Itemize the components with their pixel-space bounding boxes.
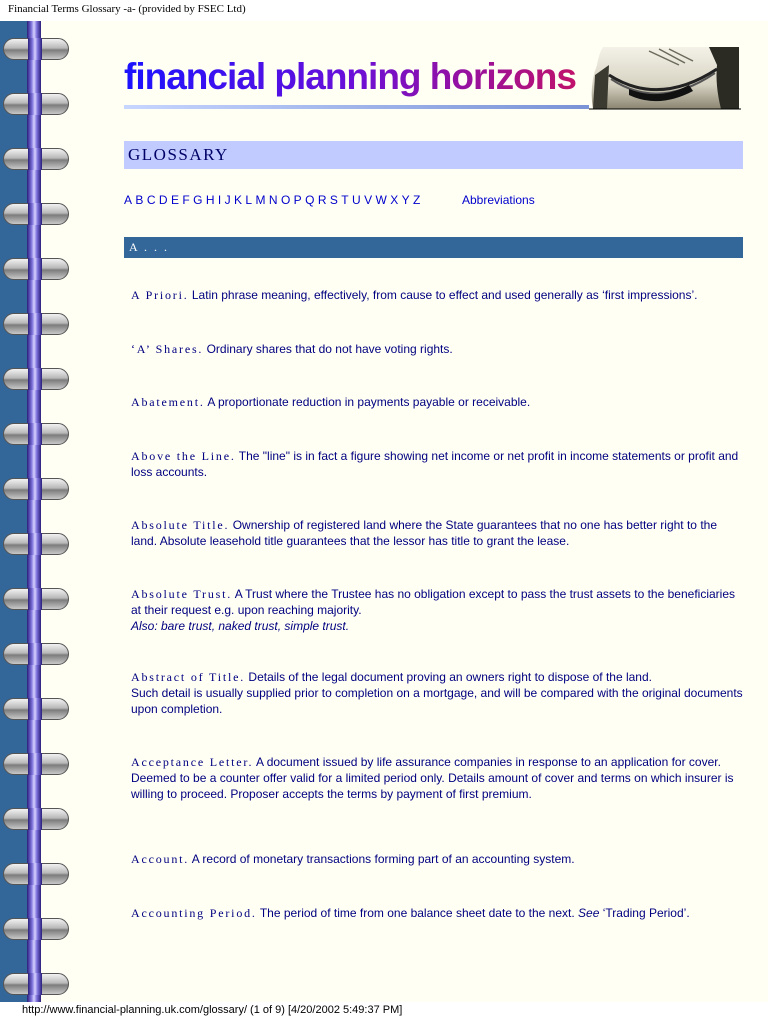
binding-ring (3, 368, 69, 390)
section-header-bar (124, 237, 743, 258)
binding-ring (3, 643, 69, 665)
binding-ring (3, 698, 69, 720)
alphabet-link-j[interactable]: J (224, 193, 231, 207)
page-title: GLOSSARY (128, 145, 229, 164)
site-logo-title: financial planning horizons (124, 56, 576, 97)
alphabet-link-x[interactable]: X (390, 193, 399, 207)
glossary-entry (131, 586, 743, 634)
alphabet-link-e[interactable]: E (170, 193, 179, 207)
see-label: See (578, 906, 600, 920)
entry-term: ‘A’ Shares. (131, 342, 204, 356)
hammock-photo-icon (589, 45, 741, 111)
alphabet-index (124, 193, 424, 207)
entry-definition: A proportionate reduction in payments payable or receivable. (204, 395, 531, 409)
alphabet-link-z[interactable]: Z (413, 193, 421, 207)
print-header: Financial Terms Glossary -a- (provided by FSEC Ltd) (8, 3, 246, 15)
alphabet-link-f[interactable]: F (182, 193, 190, 207)
binding-ring (3, 313, 69, 335)
glossary-entry (131, 754, 743, 802)
binding-ring (3, 478, 69, 500)
alphabet-link-b[interactable]: B (135, 193, 144, 207)
alphabet-link-p[interactable]: P (293, 193, 302, 207)
section-label: A . . . (129, 240, 170, 254)
binding-ring (3, 918, 69, 940)
alphabet-link-s[interactable]: S (329, 193, 338, 207)
alphabet-link-v[interactable]: V (364, 193, 373, 207)
entry-additional-text: Such detail is usually supplied prior to completion on a mortgage, and will be compared with the original documents upon completion. (131, 686, 743, 716)
entry-definition: A document issued by life assurance companies in response to an application for cover. Deemed to be a counter offer valid for a limited period only. Details amount of cover and terms on which insurer is willing to proceed. Proposer accepts the terms by payment of first premium. (131, 755, 734, 801)
entry-definition: Ordinary shares that do not have voting rights. (203, 342, 453, 356)
entry-synonyms: Also: bare trust, naked trust, simple trust. (131, 619, 350, 633)
binding-ring (3, 93, 69, 115)
print-footer: http://www.financial-planning.uk.com/glossary/ (1 of 9) [4/20/2002 5:49:37 PM] (22, 1004, 403, 1016)
alphabet-link-l[interactable]: L (245, 193, 253, 207)
glossary-entry (131, 341, 743, 357)
binding-ring (3, 808, 69, 830)
binding-ring (3, 753, 69, 775)
alphabet-link-d[interactable]: D (158, 193, 168, 207)
binding-ring (3, 533, 69, 555)
alphabet-link-c[interactable]: C (146, 193, 156, 207)
alphabet-link-i[interactable]: I (217, 193, 222, 207)
alphabet-link-q[interactable]: Q (305, 193, 315, 207)
logo-underline (124, 105, 589, 109)
alphabet-link-u[interactable]: U (352, 193, 361, 207)
binding-ring (3, 203, 69, 225)
glossary-heading-bar (124, 141, 743, 169)
binding-ring (3, 258, 69, 280)
entry-definition: The period of time from one balance sheet date to the next. (256, 906, 579, 920)
binding-ring (3, 423, 69, 445)
alphabet-link-h[interactable]: H (205, 193, 215, 207)
binding-ring (3, 588, 69, 610)
entry-term: Abstract of Title. (131, 670, 246, 684)
glossary-entry (131, 905, 743, 921)
alphabet-link-a[interactable]: A (124, 193, 133, 207)
entry-definition: Ownership of registered land where the State guarantees that no one has better right to the land. Absolute leasehold title guarantees that the lessor has title to grant the lease. (131, 518, 717, 548)
see-reference-link[interactable]: ‘Trading Period’. (599, 906, 690, 920)
alphabet-link-y[interactable]: Y (401, 193, 410, 207)
entry-definition: The "line" is in fact a figure showing net income or net profit in income statements or profit and loss accounts. (131, 449, 739, 479)
binding-ring (3, 148, 69, 170)
entry-definition: A record of monetary transactions forming part of an accounting system. (189, 852, 575, 866)
alphabet-link-o[interactable]: O (280, 193, 291, 207)
entry-definition: Details of the legal document proving an owners right to dispose of the land. (245, 670, 652, 684)
alphabet-link-w[interactable]: W (375, 193, 387, 207)
binding-ring (3, 38, 69, 60)
alphabet-link-k[interactable]: K (234, 193, 243, 207)
entry-definition: A Trust where the Trustee has no obligation except to pass the trust assets to the beneficiaries at their request e.g. upon reaching majority. (131, 587, 735, 617)
alphabet-link-r[interactable]: R (317, 193, 327, 207)
glossary-entry (131, 669, 743, 717)
entry-term: Accounting Period. (131, 906, 257, 920)
entry-term: Account. (131, 852, 190, 866)
entry-term: Above the Line. (131, 449, 236, 463)
alphabet-link-t[interactable]: T (341, 193, 349, 207)
entry-term: Absolute Trust. (131, 587, 233, 601)
entry-term: A Priori. (131, 288, 189, 302)
glossary-entry (131, 287, 743, 303)
entry-term: Abatement. (131, 395, 205, 409)
glossary-entry (131, 851, 743, 867)
binding-ring (3, 863, 69, 885)
document-page (0, 21, 768, 1002)
glossary-entry (131, 517, 743, 549)
alphabet-link-m[interactable]: M (255, 193, 266, 207)
abbreviations-link[interactable]: Abbreviations (462, 193, 535, 207)
glossary-entry (131, 448, 743, 480)
glossary-entry (131, 394, 743, 410)
entry-term: Acceptance Letter. (131, 755, 254, 769)
spiral-binding-icon (0, 21, 38, 1002)
entry-term: Absolute Title. (131, 518, 230, 532)
binding-ring (3, 973, 69, 995)
entry-definition: Latin phrase meaning, effectively, from cause to effect and used generally as ‘first impressions’. (188, 288, 698, 302)
alphabet-link-g[interactable]: G (193, 193, 203, 207)
alphabet-link-n[interactable]: N (268, 193, 278, 207)
